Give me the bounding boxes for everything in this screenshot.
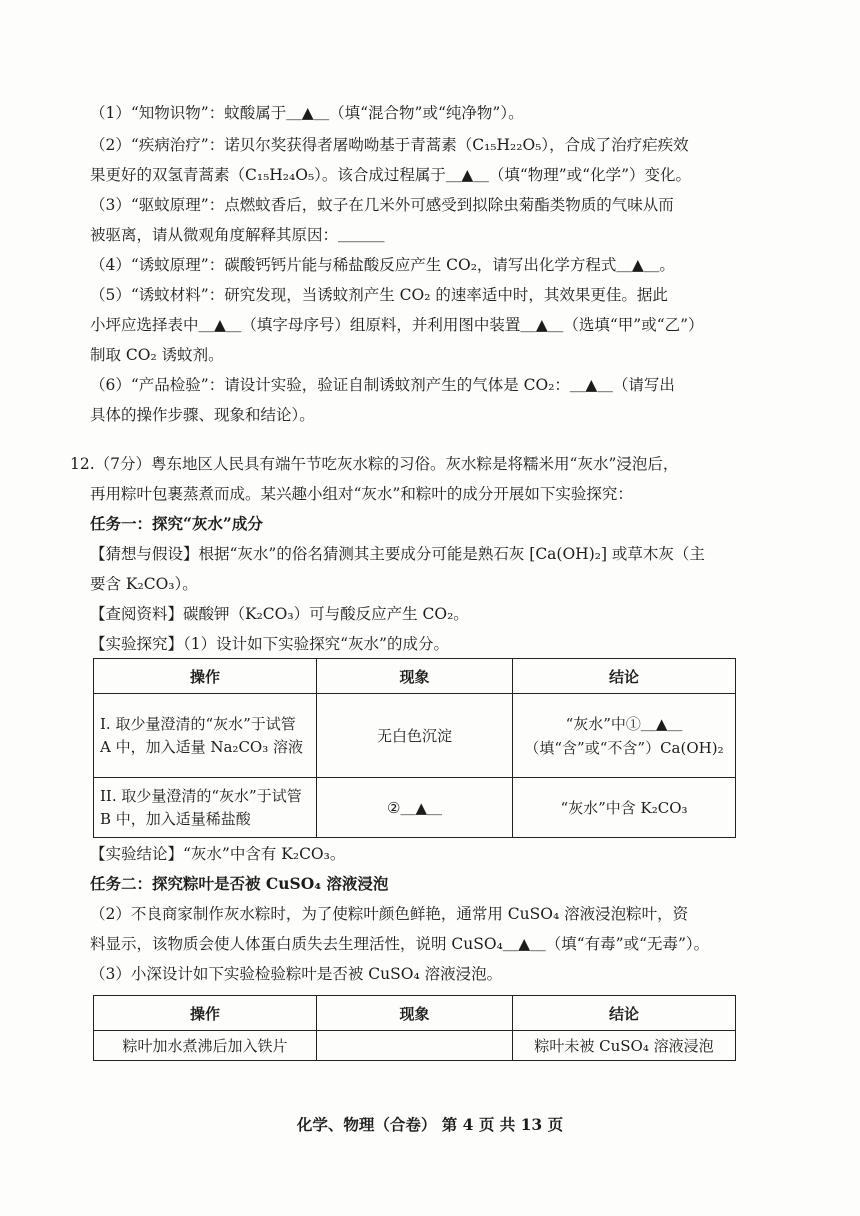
table-row xyxy=(94,1031,736,1061)
q11-part-6-line1: （6）“产品检验”：请设计实验，验证自制诱蚊剂产生的气体是 CO₂：＿▲＿（请写出 xyxy=(90,376,675,394)
q12-part-2-line1: （2）不良商家制作灰水粽时，为了使粽叶颜色鲜艳，通常用 CuSO₄ 溶液浸泡粽叶，资 xyxy=(90,905,689,923)
row1-operation: I. 取少量澄清的“灰水”于试管 A 中，加入适量 Na₂CO₃ 溶液 xyxy=(94,694,317,778)
header-operation: 操作 xyxy=(94,996,317,1031)
experiment-intro: 【实验探究】（1）设计如下实验探究“灰水”的成分。 xyxy=(90,635,449,653)
header-phenomenon: 现象 xyxy=(317,996,513,1031)
q11-part-5-line3: 制取 CO₂ 诱蚊剂。 xyxy=(90,346,224,364)
header-conclusion: 结论 xyxy=(513,659,736,694)
header-phenomenon: 现象 xyxy=(317,659,513,694)
q11-part-5-line1: （5）“诱蚊材料”：研究发现，当诱蚊剂产生 CO₂ 的速率适中时，其效果更佳。据此 xyxy=(90,286,668,304)
reference-info: 【查阅资料】碳酸钾（K₂CO₃）可与酸反应产生 CO₂。 xyxy=(90,605,469,623)
row1-operation: 粽叶加水煮沸后加入铁片 xyxy=(94,1031,317,1061)
row2-operation: II. 取少量澄清的“灰水”于试管 B 中，加入适量稀盐酸 xyxy=(94,778,317,838)
row1-phenomenon xyxy=(317,1031,513,1061)
q12-part-2-line2: 料显示，该物质会使人体蛋白质失去生理活性，说明 CuSO₄＿▲＿（填“有毒”或“无毒”）。 xyxy=(90,935,710,953)
q12-part-3: （3）小深设计如下实验检验粽叶是否被 CuSO₄ 溶液浸泡。 xyxy=(90,965,503,983)
header-operation: 操作 xyxy=(94,659,317,694)
table-row xyxy=(94,778,736,838)
q11-part-4: （4）“诱蚊原理”：碳酸钙钙片能与稀盐酸反应产生 CO₂，请写出化学方程式＿▲＿。 xyxy=(90,256,675,274)
table-header-row xyxy=(94,659,736,694)
q12-intro-line2: 再用粽叶包裹蒸煮而成。某兴趣小组对“灰水”和粽叶的成分开展如下实验探究： xyxy=(90,485,633,503)
task-one-heading: 任务一：探究“灰水”成分 xyxy=(90,514,263,533)
q11-part-2-line2: 果更好的双氢青蒿素（C₁₅H₂₄O₅）。该合成过程属于＿▲＿（填“物理”或“化学”）变化。 xyxy=(90,166,692,184)
hypothesis-line1: 【猜想与假设】根据“灰水”的俗名猜测其主要成分可能是熟石灰 [Ca(OH)₂] 或草木灰（主 xyxy=(90,545,705,563)
header-conclusion: 结论 xyxy=(513,996,736,1031)
table-header-row xyxy=(94,996,736,1031)
q12-intro-line1: 12.（7分）粤东地区人民具有端午节吃灰水粽的习俗。灰水粽是将糯米用“灰水”浸泡后， xyxy=(70,455,679,473)
experiment-table-2 xyxy=(93,995,736,1061)
hypothesis-line2: 要含 K₂CO₃）。 xyxy=(90,575,198,593)
experiment-conclusion: 【实验结论】“灰水”中含有 K₂CO₃。 xyxy=(90,845,346,863)
q11-part-5-line2: 小坪应选择表中＿▲＿（填字母序号）组原料，并利用图中装置＿▲＿（选填“甲”或“乙”） xyxy=(90,316,704,334)
q11-part-2-line1: （2）“疾病治疗”：诺贝尔奖获得者屠呦呦基于青蒿素（C₁₅H₂₂O₅），合成了治疗疟疾效 xyxy=(90,136,689,154)
row1-phenomenon: 无白色沉淀 xyxy=(317,694,513,778)
page-footer: 化学、物理（合卷） 第 4 页 共 13 页 xyxy=(296,1115,564,1134)
row1-conclusion: “灰水”中①＿▲＿（填“含”或“不含”）Ca(OH)₂ xyxy=(513,694,736,778)
row2-conclusion: “灰水”中含 K₂CO₃ xyxy=(513,778,736,838)
task-two-heading: 任务二：探究粽叶是否被 CuSO₄ 溶液浸泡 xyxy=(90,874,389,893)
table-row xyxy=(94,694,736,778)
q11-part-1: （1）“知物识物”：蚊酸属于＿▲＿（填“混合物”或“纯净物”）。 xyxy=(90,104,524,122)
q11-part-6-line2: 具体的操作步骤、现象和结论）。 xyxy=(90,406,315,424)
experiment-table-1 xyxy=(93,658,736,838)
q11-part-3-line1: （3）“驱蚊原理”：点燃蚊香后，蚊子在几米外可感受到拟除虫菊酯类物质的气味从而 xyxy=(90,196,674,214)
row1-conclusion: 粽叶未被 CuSO₄ 溶液浸泡 xyxy=(513,1031,736,1061)
row2-phenomenon: ②＿▲＿ xyxy=(317,778,513,838)
q11-part-3-line2: 被驱离，请从微观角度解释其原因：＿＿＿ xyxy=(90,226,385,244)
